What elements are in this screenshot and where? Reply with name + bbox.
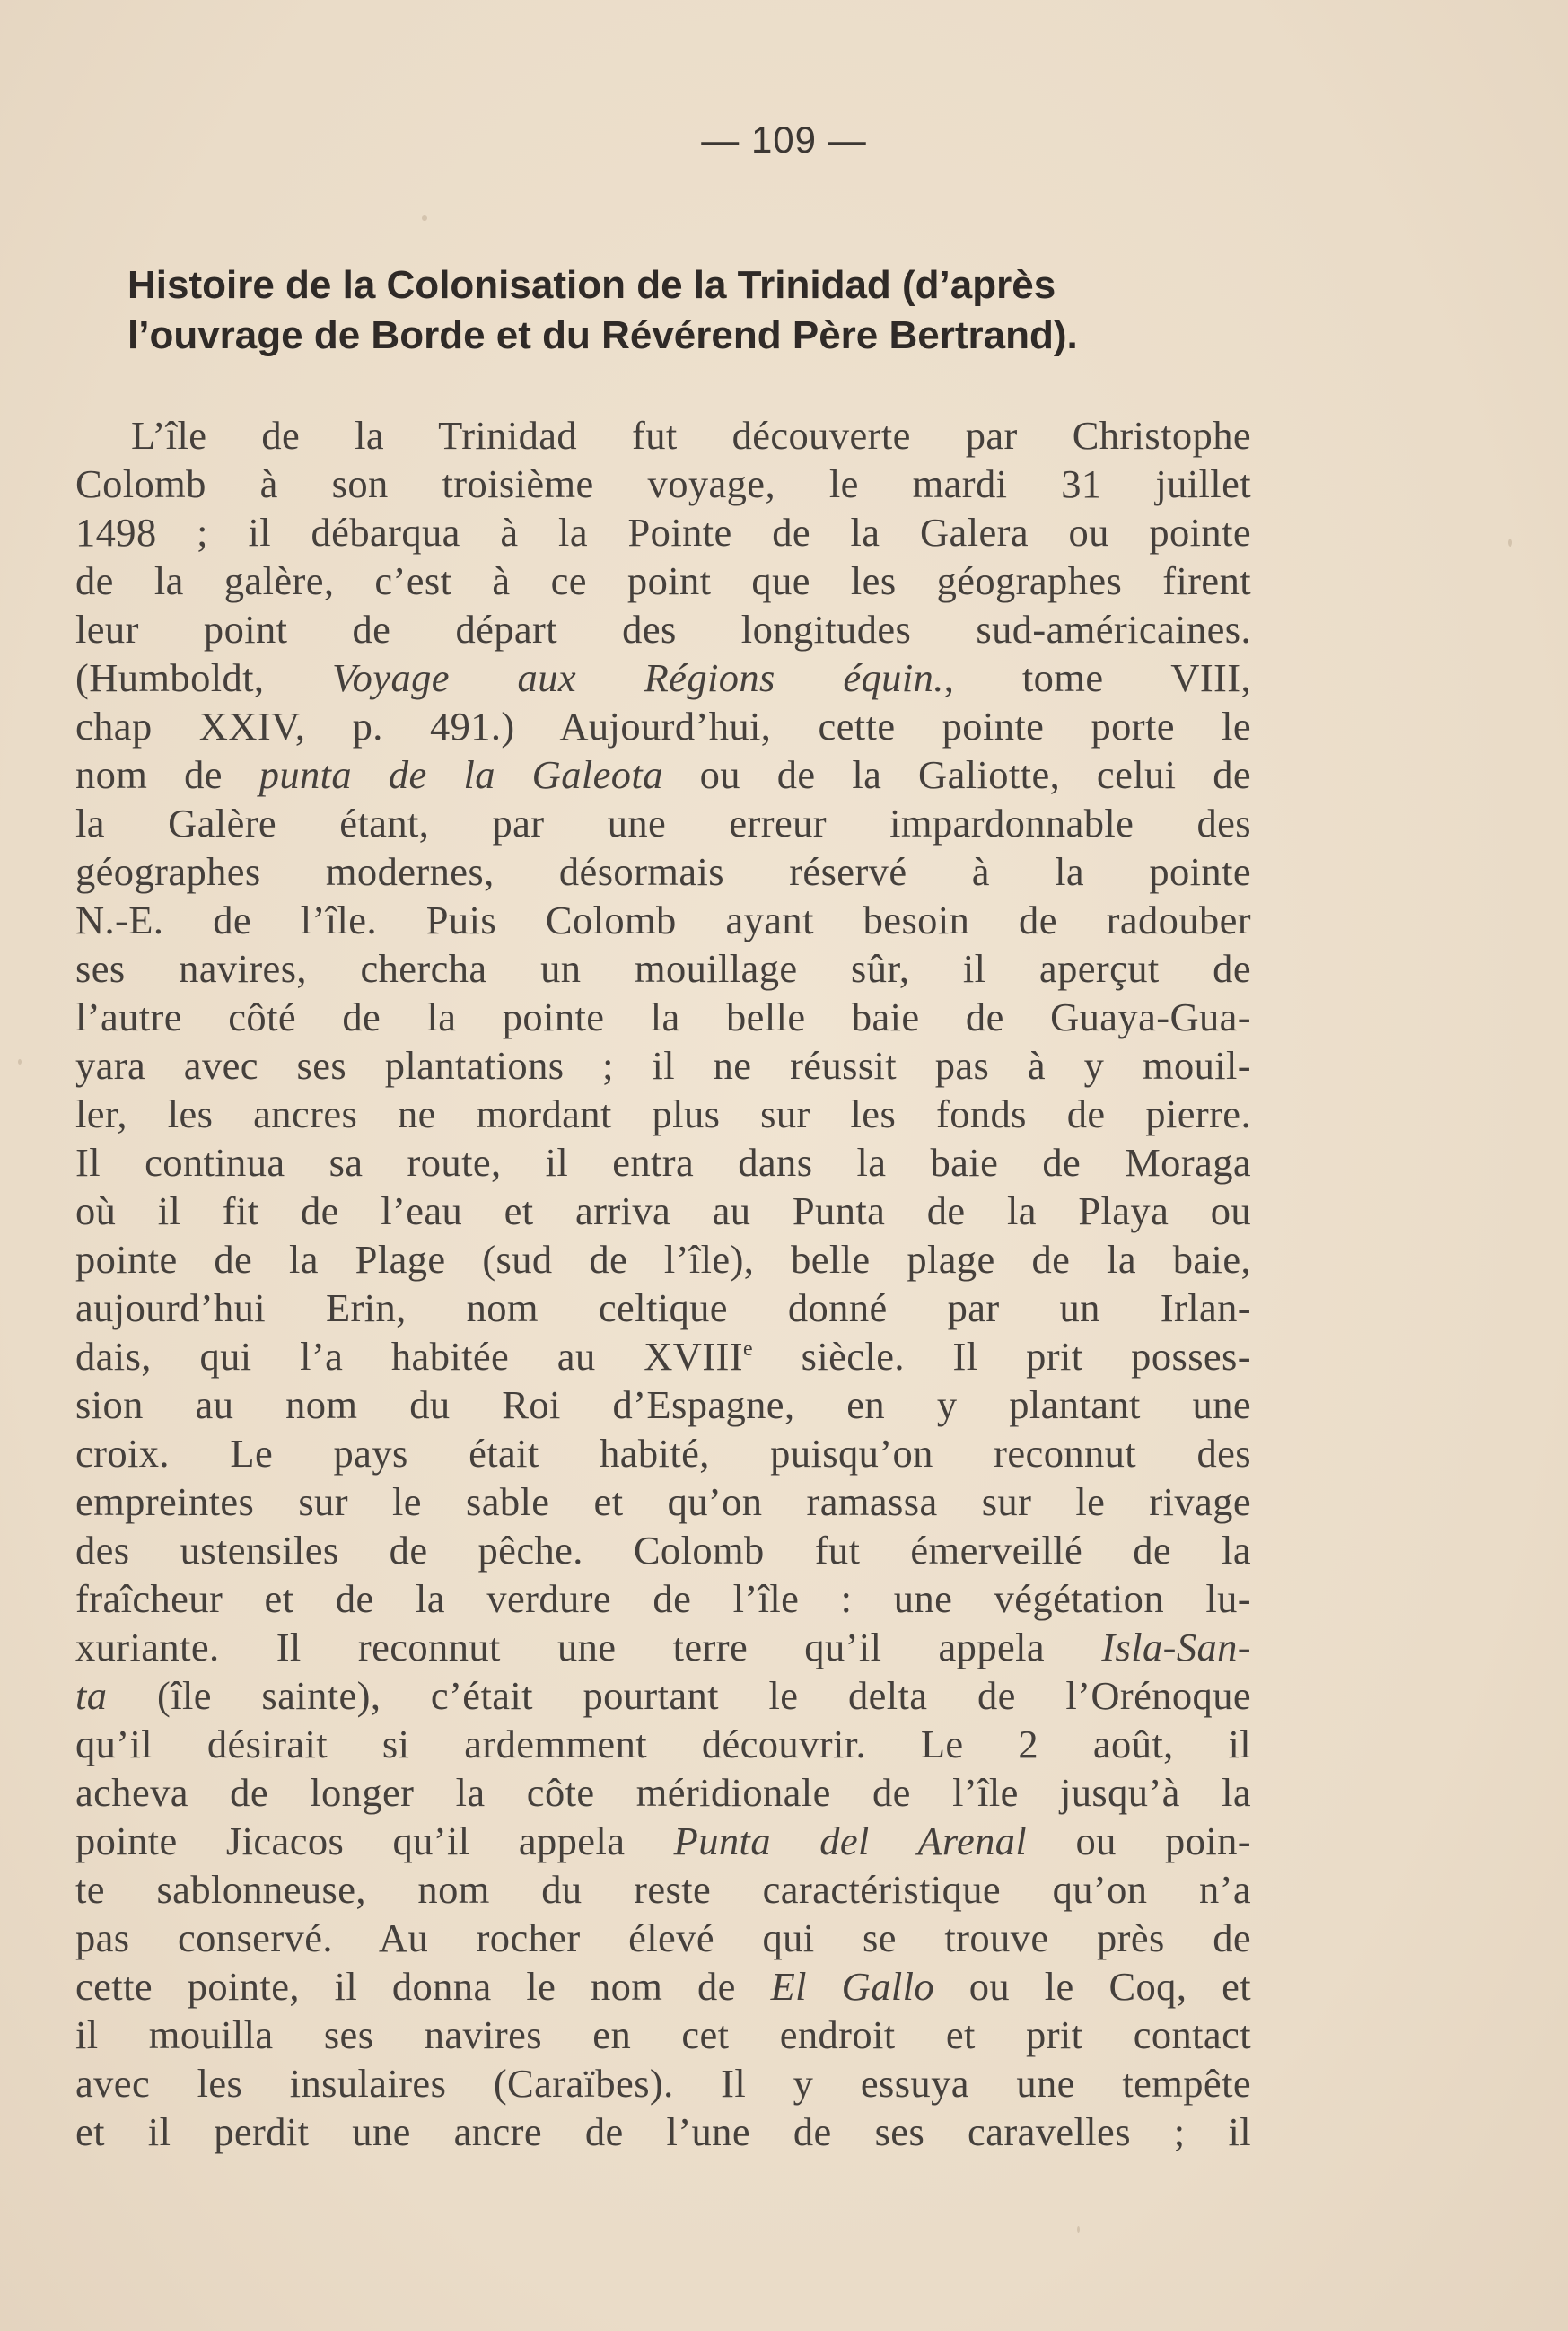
text-line: 1498 ; il débarqua à la Pointe de la Galera ou pointe <box>75 510 1251 555</box>
text-line: chap XXIV, p. 491.) Aujourd’hui, cette pointe porte le <box>75 704 1251 749</box>
book-title-italic: Voyage aux Régions équin. <box>332 655 944 700</box>
text-line: ler, les ancres ne mordant plus sur les fonds de pierre. <box>75 1091 1251 1136</box>
heading-line: Histoire de la Colonisation de la Trinidad (d’après <box>127 263 1056 307</box>
text-line: Il continua sa route, il entra dans la baie de Moraga <box>75 1140 1251 1185</box>
place-name-italic: Isla-San- <box>1101 1625 1252 1669</box>
paper-speck <box>422 215 427 221</box>
text-line: sion au nom du Roi d’Espagne, en y plantant une <box>75 1382 1251 1427</box>
text-segment: pointe Jicacos qu’il appela <box>75 1818 626 1863</box>
text-line: L’île de la Trinidad fut découverte par Christophe <box>131 413 1251 458</box>
chapter-heading <box>127 260 1249 361</box>
text-segment: nom de <box>75 752 223 797</box>
heading-line: l’ouvrage de Borde et du Révérend Père Bertrand). <box>127 313 1078 357</box>
text-segment: dais, qui l’a habitée au XVIII <box>75 1334 743 1379</box>
text-segment: ou de la Galiotte, celui de <box>699 752 1251 797</box>
page-number: — 109 — <box>701 118 867 161</box>
text-line <box>75 1671 1251 1720</box>
text-line: leur point de départ des longitudes sud-américaines. <box>75 607 1251 652</box>
text-line: de la galère, c’est à ce point que les géographes firent <box>75 558 1251 603</box>
paper-speck <box>1077 2226 1080 2233</box>
text-segment: ou poin- <box>1075 1818 1251 1863</box>
place-name-italic: Punta del Arenal <box>673 1818 1028 1863</box>
text-line: géographes modernes, désormais réservé à la pointe <box>75 849 1251 894</box>
text-line: acheva de longer la côte méridionale de l’île jusqu’à la <box>75 1770 1251 1815</box>
text-line: aujourd’hui Erin, nom celtique donné par un Irlan- <box>75 1285 1251 1330</box>
text-line: qu’il désirait si ardemment découvrir. Le 2 août, il <box>75 1722 1251 1766</box>
text-line <box>75 750 1251 799</box>
text-segment: (île sainte), c’était pourtant le delta de l’Orénoque <box>156 1673 1251 1718</box>
text-line: ses navires, chercha un mouillage sûr, il aperçut de <box>75 946 1251 991</box>
paper-speck <box>18 1059 22 1065</box>
text-line <box>75 1332 1251 1380</box>
text-segment: (Humboldt, <box>75 655 265 700</box>
text-line: fraîcheur et de la verdure de l’île : une végétation lu- <box>75 1576 1251 1621</box>
text-line: yara avec ses plantations ; il ne réussit pas à y mouil- <box>75 1043 1251 1088</box>
text-line: croix. Le pays était habité, puisqu’on reconnut des <box>75 1431 1251 1476</box>
text-segment: cette pointe, il donna le nom de <box>75 1964 736 2009</box>
text-line <box>75 1817 1251 1865</box>
text-line: des ustensiles de pêche. Colomb fut émerveillé de la <box>75 1528 1251 1573</box>
text-segment: , tome VIII, <box>943 655 1251 700</box>
text-line: et il perdit une ancre de l’une de ses caravelles ; il <box>75 2109 1251 2154</box>
text-segment: xuriante. Il reconnut une terre qu’il appela <box>75 1625 1046 1669</box>
text-line: pas conservé. Au rocher élevé qui se trouve près de <box>75 1915 1251 1960</box>
text-segment: ou le Coq, et <box>968 1964 1251 2009</box>
text-line <box>75 1623 1251 1671</box>
text-line: où il fit de l’eau et arriva au Punta de la Playa ou <box>75 1188 1251 1233</box>
text-line: la Galère étant, par une erreur impardonnable des <box>75 801 1251 846</box>
paper-speck <box>1508 539 1512 547</box>
text-line <box>75 653 1251 702</box>
text-line: pointe de la Plage (sud de l’île), belle plage de la baie, <box>75 1237 1251 1282</box>
place-name-italic: ta <box>75 1673 108 1718</box>
text-line: N.-E. de l’île. Puis Colomb ayant besoin de radouber <box>75 898 1251 942</box>
text-line <box>75 1962 1251 2011</box>
text-segment: siècle. Il prit posses- <box>753 1334 1251 1379</box>
text-line: empreintes sur le sable et qu’on ramassa sur le rivage <box>75 1479 1251 1524</box>
text-line: te sablonneuse, nom du reste caractéristique qu’on n’a <box>75 1867 1251 1912</box>
place-name-italic: El Gallo <box>770 1964 935 2009</box>
superscript: e <box>742 1337 754 1361</box>
text-line: avec les insulaires (Caraïbes). Il y essuya une tempête <box>75 2061 1251 2106</box>
place-name-italic: punta de la Galeota <box>258 752 663 797</box>
text-line: l’autre côté de la pointe la belle baie de Guaya-Gua- <box>75 995 1251 1039</box>
text-line: il mouilla ses navires en cet endroit et prit contact <box>75 2012 1251 2057</box>
text-line: Colomb à son troisième voyage, le mardi 31 juillet <box>75 461 1251 506</box>
